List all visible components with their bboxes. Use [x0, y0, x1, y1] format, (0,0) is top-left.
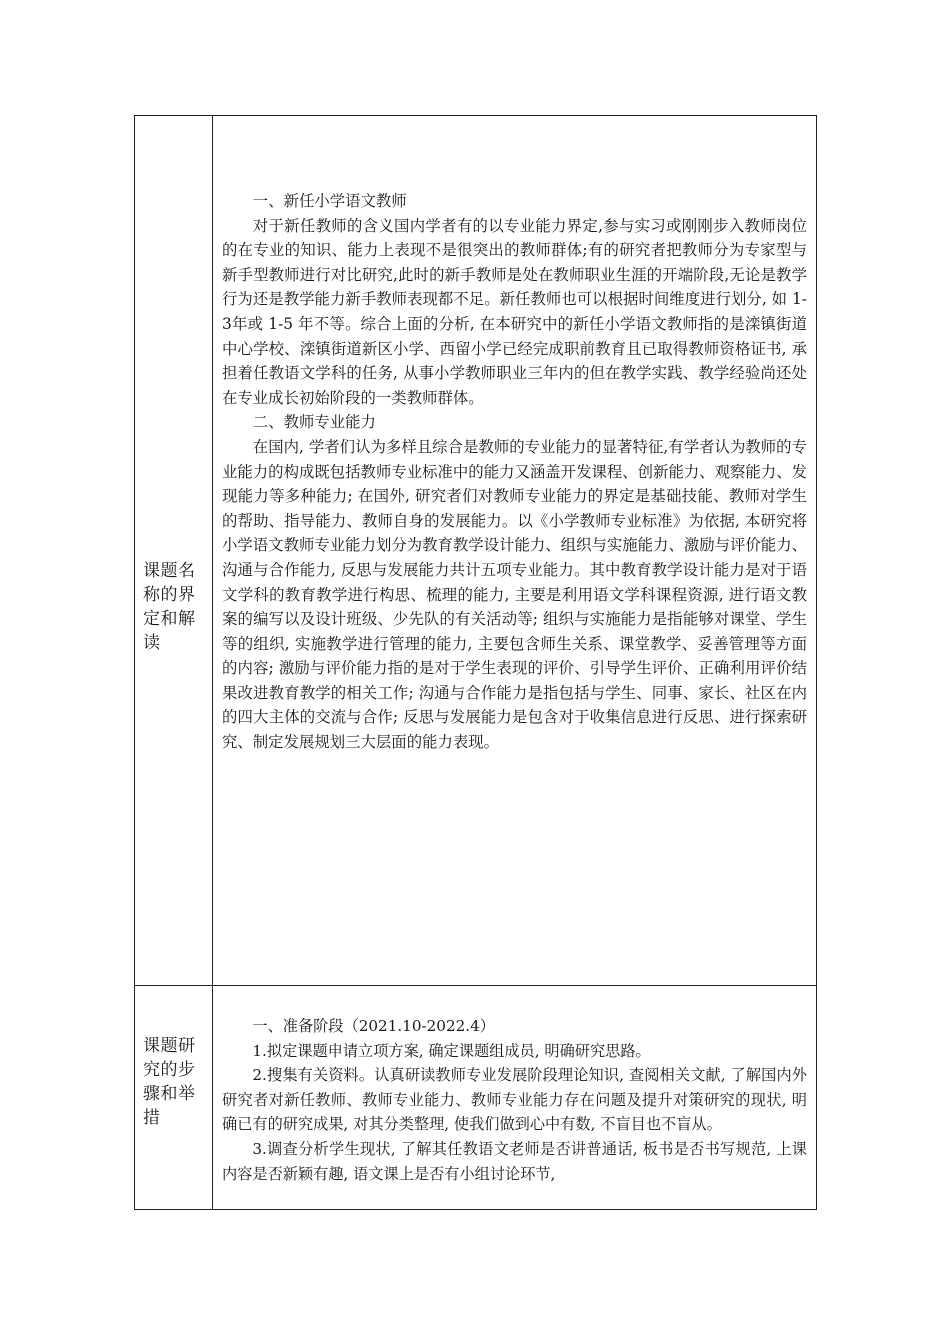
row-label: 课题研究的步骤和举措 [143, 1036, 196, 1128]
row-label: 课题名称的界定和解读 [143, 560, 196, 653]
paragraph: 1.拟定课题申请立项方案, 确定课题组成员, 明确研究思路。 [252, 1041, 651, 1060]
section-heading: 二、教师专业能力 [252, 413, 376, 432]
table-row [135, 986, 817, 1210]
section-heading: 一、准备阶段（2021.10-2022.4） [252, 1017, 495, 1035]
row-content-cell [213, 116, 817, 986]
row-label-cell [135, 116, 213, 986]
definition-content [213, 116, 816, 755]
table-row [135, 116, 817, 986]
paragraph: 3.调查分析学生现状, 了解其任教语文老师是否讲普通话, 板书是否书写规范, 上课内容是否新颖有趣, 语文课上是否有小组讨论环节, [222, 1139, 807, 1183]
row-content-cell [213, 986, 817, 1210]
application-form-table [134, 115, 817, 1210]
paragraph: 对于新任教师的含义国内学者有的以专业能力界定,参与实习或刚刚步入教师岗位的在专业的知识、能力上表现不是很突出的教师群体;有的研究者把教师分为专家型与新手型教师进行对比研究,此时的新手教师是处在教师职业生涯的开端阶段,无论是教学行为还是教学能力新手教师表现都不足。新任教师也可以根据时间维度进行划分, 如 1-3年或 1-5 年不等。综合上面的分析, 在本研究中的新任小学语文教师指的是滦镇街道中心学校、滦镇街道新区小学、西留小学已经完成职前教育且已取得教师资格证书, 承担着任教语文学科的任务, 从事小学教师职业三年内的但在教学实践、教学经验尚还处在专业成长初始阶段的一类教师群体。 [222, 216, 807, 407]
paragraph: 在国内, 学者们认为多样且综合是教师的专业能力的显著特征,有学者认为教师的专业能力的构成既包括教师专业标准中的能力又涵盖开发课程、创新能力、观察能力、发现能力等多种能力; 在国外, 研究者们对教师专业能力的界定是基础技能、教师对学生的帮助、指导能力、教师自身的发展能力。以《小学教师专业标准》为依据, 本研究将小学语文教师专业能力划分为教育教学设计能力、组织与实施能力、激励与评价能力、沟通与合作能力, 反思与发展能力共计五项专业能力。其中教育教学设计能力是对于语文学科的教育教学进行构思、梳理的能力, 主要是利用语文学科课程资源, 进行语文教案的编写以及设计班级、少先队的有关活动等; 组织与实施能力是指能够对课堂、学生等的组织, 实施教学进行管理的能力, 主要包含师生关系、课堂教学、妥善管理等方面的内容; 激励与评价能力指的是对于学生表现的评价、引导学生评价、正确利用评价结果改进教育教学的相关工作; 沟通与合作能力是指包括与学生、同事、家长、社区在内的四大主体的交流与合作; 反思与发展能力是包含对于收集信息进行反思、进行探索研究、制定发展规划三大层面的能力表现。 [222, 437, 807, 752]
steps-content [213, 986, 816, 1186]
row-label-cell [135, 986, 213, 1210]
paragraph: 2.搜集有关资料。认真研读教师专业发展阶段理论知识, 查阅相关文献, 了解国内外研究者对新任教师、教师专业能力、教师专业能力存在问题及提升对策研究的现状, 明确已有的研究成果, 对其分类整理, 使我们做到心中有数, 不盲目也不盲从。 [222, 1066, 807, 1134]
section-heading: 一、新任小学语文教师 [252, 192, 407, 210]
document-page [134, 115, 814, 1211]
